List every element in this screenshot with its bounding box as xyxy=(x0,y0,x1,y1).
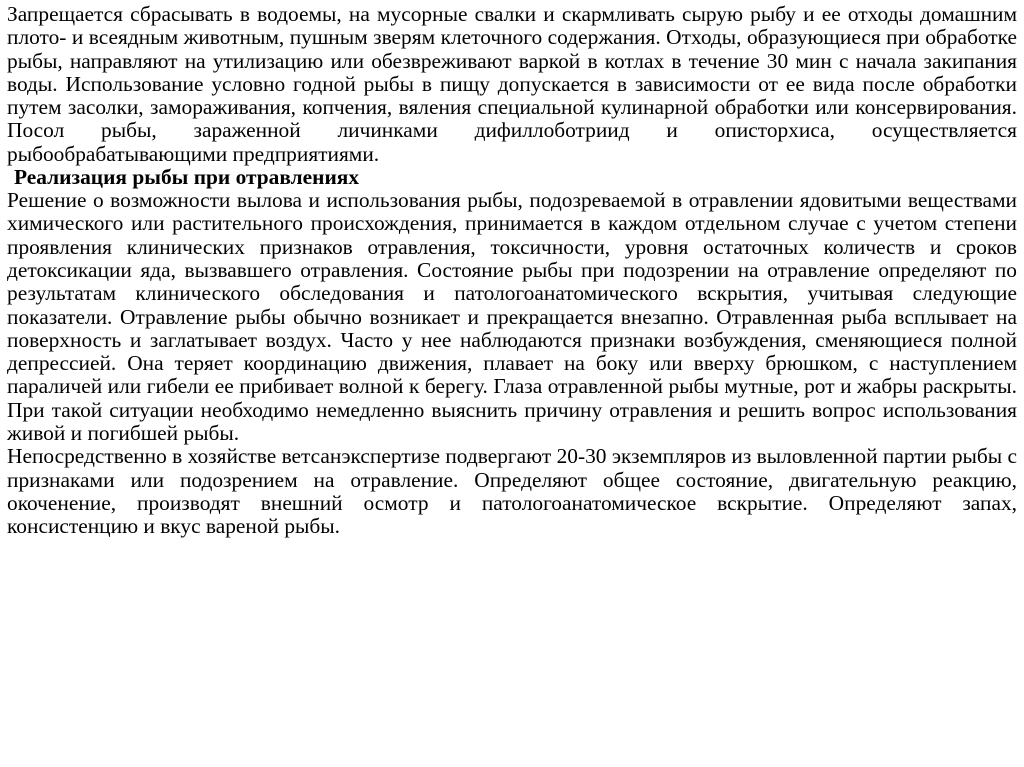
section-heading: Реализация рыбы при отравлениях xyxy=(14,165,360,190)
paragraph-poisoning-assessment: Решение о возможности вылова и использования рыбы, подозреваемой в отравлении ядовитыми веществами химического или растительного происхождения, принимается в каждом отдельном случае с учетом степени проявления клинических признаков отравления, токсичности, уровня остаточных количеств и сроков детоксикации яда, вызвавшего отравления. Состояние рыбы при подозрении на отравление определяют по результатам клинического обследования и патологоанатомического вскрытия, учитывая следующие показатели. Отравление рыбы обычно возникает и прекращается внезапно. Отравленная рыба всплывает на поверхность и заглатывает воздух. Часто у нее наблюдаются признаки возбуждения, сменяющиеся полной депрессией. Она теряет координацию движения, плавает на боку или вверху брюшком, с наступлением параличей или гибели ее прибивает волной к берегу. Глаза отравленной рыбы мутные, рот и жабры раскрыты. При такой ситуации необходимо немедленно выяснить причину отравления и решить вопрос использования живой и погибшей рыбы. xyxy=(7,188,1017,446)
paragraph-on-farm-examination: Непосредственно в хозяйстве ветсанэкспертизе подвергают 20-30 экземпляров из выловленной партии рыбы с признаками или подозрением на отравление. Определяют общее состояние, двигательную реакцию, окоченение, производят внешний осмотр и патологоанатомическое вскрытие. Определяют запах, консистенцию и вкус вареной рыбы. xyxy=(7,444,1017,539)
paragraph-fish-disposal: Запрещается сбрасывать в водоемы, на мусорные свалки и скармливать сырую рыбу и ее отходы домашним плото- и всеядным животным, пушным зверям клеточного содержания. Отходы, образующиеся при обработке рыбы, направляют на утилизацию или обезвреживают варкой в котлах в течение 30 мин с начала закипания воды. Использование условно годной рыбы в пищу допускается в зависимости от ее вида после обработки путем засолки, замораживания, копчения, вяления специальной кулинарной обработки или консервирования. Посол рыбы, зараженной личинками дифиллоботриид и описторхиса, осуществляется рыбообрабатывающими предприятиями. xyxy=(7,2,1017,166)
text-block xyxy=(7,3,1017,539)
